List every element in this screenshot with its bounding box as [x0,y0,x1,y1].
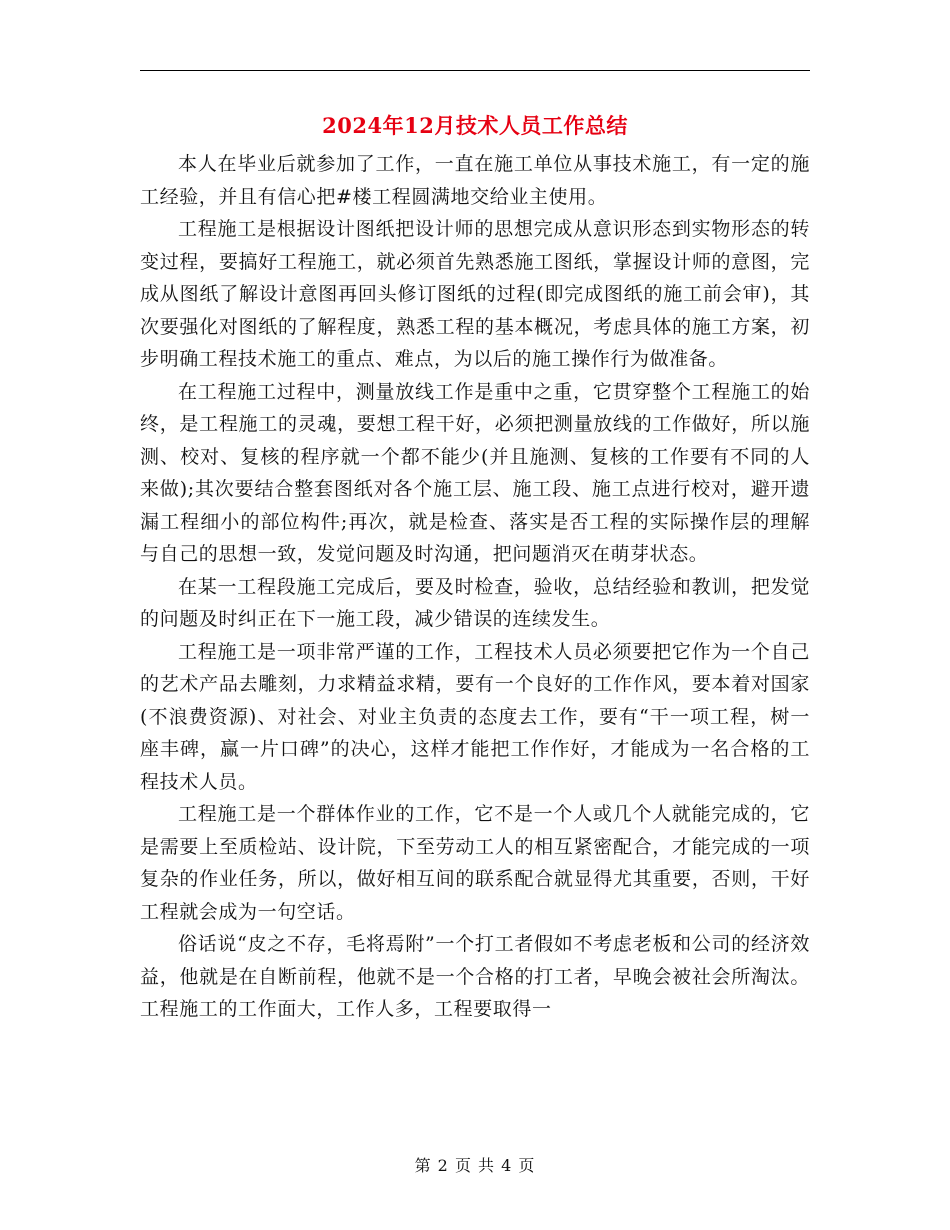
paragraph: 俗话说“皮之不存，毛将焉附”一个打工者假如不考虑老板和公司的经济效益，他就是在自断前程，他就不是一个合格的打工者，早晚会被社会所淘汰。工程施工的工作面大，工作人多，工程要取得一 [140,933,810,1020]
paragraph: 本人在毕业后就参加了工作，一直在施工单位从事技术施工，有一定的施工经验，并且有信心把#楼工程圆满地交给业主使用。 [140,153,810,208]
document-body [140,148,810,1026]
header-rule [140,70,810,71]
paragraph: 工程施工是根据设计图纸把设计师的思想完成从意识形态到实物形态的转变过程，要搞好工程施工，就必须首先熟悉施工图纸，掌握设计师的意图，完成从图纸了解设计意图再回头修订图纸的过程(即完成图纸的施工前会审)，其次要强化对图纸的了解程度，熟悉工程的基本概况，考虑具体的施工方案，初步明确工程技术施工的重点、难点，为以后的施工操作行为做准备。 [140,218,810,370]
paragraph: 工程施工是一项非常严谨的工作，工程技术人员必须要把它作为一个自己的艺术产品去雕刻，力求精益求精，要有一个良好的工作作风，要本着对国家(不浪费资源)、对社会、对业主负责的态度去工作，要有“干一项工程，树一座丰碑，赢一片口碑”的决心，这样才能把工作作好，才能成为一名合格的工程技术人员。 [140,640,810,793]
page-number-footer: 第 2 页 共 4 页 [414,1156,536,1175]
paragraph: 在某一工程段施工完成后，要及时检查，验收，总结经验和教训，把发觉的问题及时纠正在下一施工段，减少错误的连续发生。 [140,575,810,630]
document-title: 2024年12月技术人员工作总结 [322,113,628,138]
paragraph: 在工程施工过程中，测量放线工作是重中之重，它贯穿整个工程施工的始终，是工程施工的灵魂，要想工程干好，必须把测量放线的工作做好，所以施测、校对、复核的程序就一个都不能少(并且施测、复核的工作要有不同的人来做);其次要结合整套图纸对各个施工层、施工段、施工点进行校对，避开遗漏工程细小的部位构件;再次，就是检查、落实是否工程的实际操作层的理解与自己的思想一致，发觉问题及时沟通，把问题消灭在萌芽状态。 [140,380,810,565]
paragraph: 工程施工是一个群体作业的工作，它不是一个人或几个人就能完成的，它是需要上至质检站、设计院，下至劳动工人的相互紧密配合，才能完成的一项复杂的作业任务，所以，做好相互间的联系配合就显得尤其重要，否则，干好工程就会成为一句空话。 [140,803,810,923]
